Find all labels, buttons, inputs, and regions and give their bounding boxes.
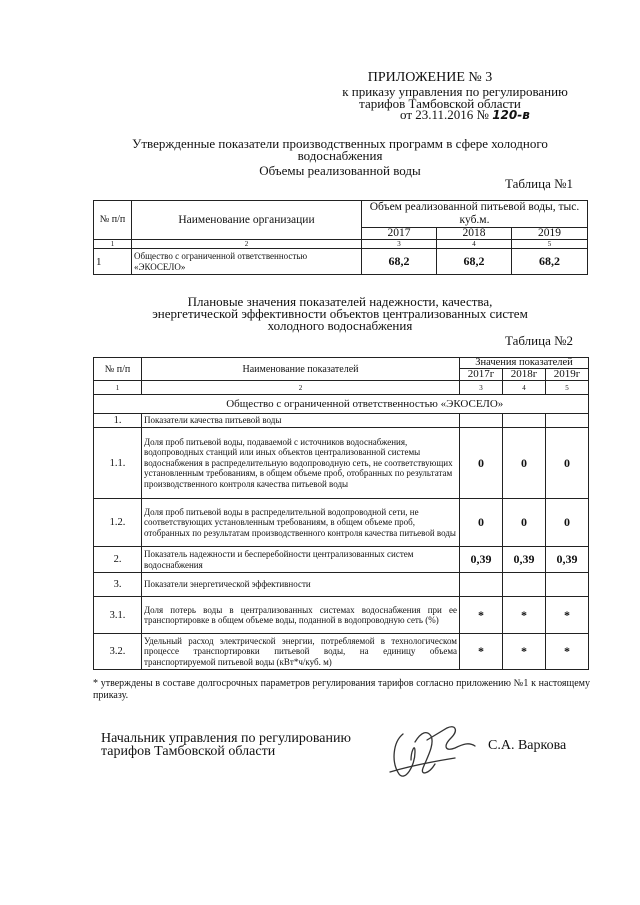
t2-header-values: Значения показателей (460, 358, 589, 369)
t1-header-org: Наименование организации (132, 201, 362, 240)
t2-year: 2018г (503, 369, 546, 381)
t2-row-value (460, 573, 503, 597)
table-row (94, 499, 589, 547)
t2-row-value: * (503, 634, 546, 670)
t2-row-value: 0 (460, 499, 503, 547)
t2-row-value: * (460, 597, 503, 634)
signature-position-line2: тарифов Тамбовской области (101, 744, 276, 759)
t2-row-num: 2. (94, 547, 142, 573)
t2-row-name: Доля проб питьевой воды в распределительной водопроводной сети, не соответствующих установленным требованиям, в общем объеме проб, отобранных по результатам производственного контроля качества питьевой воды (142, 499, 460, 547)
t2-row-value: 0 (503, 499, 546, 547)
t2-row-name: Доля потерь воды в централизованных системах водоснабжения при ее транспортировке в общем объеме воды, поданной в водопроводную сеть (%) (142, 597, 460, 634)
appendix-line2: тарифов Тамбовской области (359, 96, 521, 111)
t2-row-value (546, 414, 589, 428)
t2-row-value: * (546, 634, 589, 670)
t2-org-row: Общество с ограниченной ответственностью «ЭКОСЕЛО» (142, 395, 589, 414)
t2-row-value: 0,39 (503, 547, 546, 573)
title2-line1: Плановые значения показателей надежности, качества, (187, 294, 493, 309)
t2-header-num: № п/п (94, 358, 142, 381)
t2-row-value: 0 (546, 499, 589, 547)
handwritten-signature (385, 722, 480, 784)
table-row (94, 634, 589, 670)
t2-row-value (546, 573, 589, 597)
table-row (94, 414, 589, 428)
main-title-line2: водоснабжения (297, 148, 383, 163)
t2-index: 3 (460, 381, 503, 395)
table-row (94, 428, 589, 499)
signature-name: С.А. Варкова (488, 738, 567, 753)
t2-row-name: Доля проб питьевой воды, подаваемой с источников водоснабжения, водопроводных станций или иных объектов централизованной системы водоснабжения в распределительную водопроводную сеть, не соответствующих установленным требованиям, в общем объеме проб, отобранных по результатам производственного контроля качества питьевой воды (142, 428, 460, 499)
t1-row-value: 68,2 (512, 249, 588, 275)
t2-row-value (503, 414, 546, 428)
t2-row-value: * (546, 597, 589, 634)
t1-index: 2 (132, 240, 362, 249)
t2-row-num: 3.2. (94, 634, 142, 670)
table-row (94, 597, 589, 634)
t1-row-value: 68,2 (362, 249, 437, 275)
t1-index: 4 (437, 240, 512, 249)
t2-row-name: Показатели качества питьевой воды (142, 414, 460, 428)
t2-index: 2 (142, 381, 460, 395)
t1-year: 2019 (512, 228, 588, 240)
t2-index: 4 (503, 381, 546, 395)
appendix-date-prefix: от 23.11.2016 № (400, 107, 489, 122)
table1-caption: Таблица №1 (505, 176, 574, 191)
t2-row-value: 0 (503, 428, 546, 499)
t2-row-num: 1. (94, 414, 142, 428)
title2-line2: энергетической эффективности объектов централизованных систем (152, 306, 528, 321)
t2-row-value (503, 573, 546, 597)
t2-year: 2017г (460, 369, 503, 381)
t1-year: 2017 (362, 228, 437, 240)
t1-row-value: 68,2 (437, 249, 512, 275)
table-row (94, 573, 589, 597)
t2-row-value: * (460, 634, 503, 670)
table2-caption: Таблица №2 (505, 333, 574, 348)
t2-row-name: Показатели энергетической эффективности (142, 573, 460, 597)
main-subtitle: Объемы реализованной воды (259, 163, 421, 178)
t1-year: 2018 (437, 228, 512, 240)
t2-row-num: 1.2. (94, 499, 142, 547)
table1 (93, 200, 588, 275)
t2-row-value: 0 (546, 428, 589, 499)
t2-row-value (460, 414, 503, 428)
t1-index: 3 (362, 240, 437, 249)
t2-year: 2019г (546, 369, 589, 381)
t1-index: 1 (94, 240, 132, 249)
appendix-date (400, 108, 530, 122)
t2-row-num: 3. (94, 573, 142, 597)
t1-header-num: № п/п (94, 201, 132, 240)
appendix-title: ПРИЛОЖЕНИЕ № 3 (367, 70, 493, 85)
t2-header-name: Наименование показателей (142, 358, 460, 381)
t2-row-name: Удельный расход электрической энергии, потребляемой в технологическом процессе транспортировки питьевой воды, на единицу объема транспортируемой питьевой воды (кВт*ч/куб. м) (142, 634, 460, 670)
t1-header-volume: Объем реализованной питьевой воды, тыс. куб.м. (362, 201, 588, 228)
t2-row-num: 3.1. (94, 597, 142, 634)
t2-row-value: * (503, 597, 546, 634)
t2-row-name: Показатель надежности и бесперебойности централизованных систем водоснабжения (142, 547, 460, 573)
footnote: * утверждены в составе долгосрочных параметров регулирования тарифов согласно приложению №1 к настоящему приказу. (93, 678, 590, 701)
t2-index: 5 (546, 381, 589, 395)
t2-row-value: 0 (460, 428, 503, 499)
appendix-line1: к приказу управления по регулированию (342, 84, 568, 99)
t2-index: 1 (94, 381, 142, 395)
t2-row-num: 1.1. (94, 428, 142, 499)
t2-row-value: 0,39 (546, 547, 589, 573)
t1-index: 5 (512, 240, 588, 249)
main-title-line1: Утвержденные показатели производственных программ в сфере холодного (132, 136, 548, 151)
t1-row-org: Общество с ограниченной ответственностью «ЭКОСЕЛО» (132, 249, 362, 275)
t1-row-num: 1 (94, 249, 132, 275)
table-row (94, 547, 589, 573)
order-number: 120-в (492, 108, 530, 122)
title2-line3: холодного водоснабжения (267, 318, 413, 333)
signature-position-line1: Начальник управления по регулированию (101, 731, 351, 746)
t2-row-value: 0,39 (460, 547, 503, 573)
table2 (93, 357, 589, 670)
